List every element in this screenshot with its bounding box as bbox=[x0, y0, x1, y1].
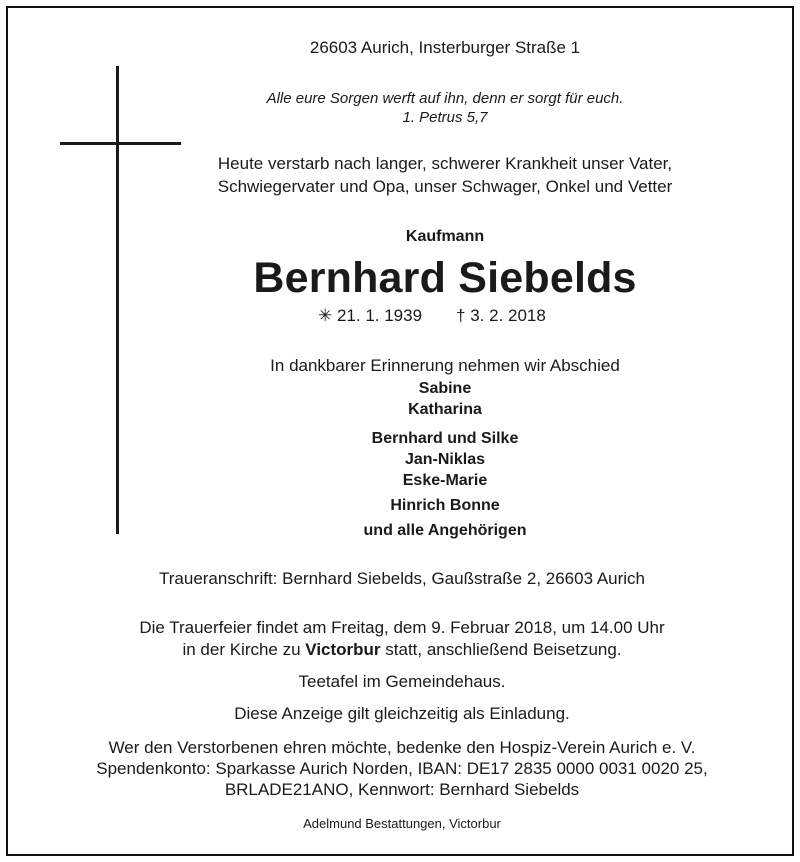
mourner-hinrich-bonne: Hinrich Bonne bbox=[390, 497, 500, 514]
address: 26603 Aurich, Insterburger Straße 1 bbox=[309, 38, 581, 57]
intro-line-2: Schwiegervater und Opa, unser Schwager, Onkel und Vetter bbox=[217, 177, 673, 196]
cross-icon-horizontal bbox=[60, 142, 181, 145]
mourner-eske-marie: Eske-Marie bbox=[402, 472, 488, 489]
verse-text: Alle eure Sorgen werft auf ihn, denn er sorgt für euch. bbox=[266, 90, 624, 107]
donation-line-2: Spendenkonto: Sparkasse Aurich Norden, IBAN: DE17 2835 0000 0031 0020 25, bbox=[96, 759, 708, 778]
profession: Kaufmann bbox=[405, 228, 485, 245]
funeral-line-1: Die Trauerfeier findet am Freitag, dem 9. Februar 2018, um 14.00 Uhr bbox=[139, 618, 665, 637]
mourner-relatives: und alle Angehörigen bbox=[363, 522, 527, 539]
mourning-address: Traueranschrift: Bernhard Siebelds, Gaußstraße 2, 26603 Aurich bbox=[158, 569, 646, 588]
mourner-katharina: Katharina bbox=[408, 401, 482, 418]
funeral-place: Victorbur bbox=[305, 640, 381, 659]
mourner-bernhard-silke: Bernhard und Silke bbox=[371, 430, 519, 447]
donation-line-3: BRLADE21ANO, Kennwort: Bernhard Siebelds bbox=[224, 780, 580, 799]
deceased-name: Bernhard Siebelds bbox=[253, 254, 637, 302]
donation-line-1: Wer den Verstorbenen ehren möchte, bedenke den Hospiz-Verein Aurich e. V. bbox=[108, 738, 696, 757]
intro-line-1: Heute verstarb nach langer, schwerer Krankheit unser Vater, bbox=[217, 154, 673, 173]
farewell: In dankbarer Erinnerung nehmen wir Abschied bbox=[270, 356, 620, 375]
mourner-jan-niklas: Jan-Niklas bbox=[404, 451, 486, 468]
undertaker: Adelmund Bestattungen, Victorbur bbox=[303, 816, 501, 831]
reception: Teetafel im Gemeindehaus. bbox=[298, 672, 506, 691]
invitation: Diese Anzeige gilt gleichzeitig als Einladung. bbox=[234, 704, 570, 723]
verse-reference: 1. Petrus 5,7 bbox=[402, 109, 488, 126]
cross-icon-vertical bbox=[116, 66, 119, 534]
mourner-sabine: Sabine bbox=[418, 380, 472, 397]
funeral-line-2: in der Kirche zu Victorbur statt, anschließend Beisetzung. bbox=[182, 640, 622, 659]
life-dates bbox=[318, 306, 546, 326]
obituary-notice bbox=[6, 6, 794, 856]
birth-date: ✳ 21. 1. 1939 bbox=[318, 306, 423, 325]
death-date: † 3. 2. 2018 bbox=[456, 306, 546, 325]
